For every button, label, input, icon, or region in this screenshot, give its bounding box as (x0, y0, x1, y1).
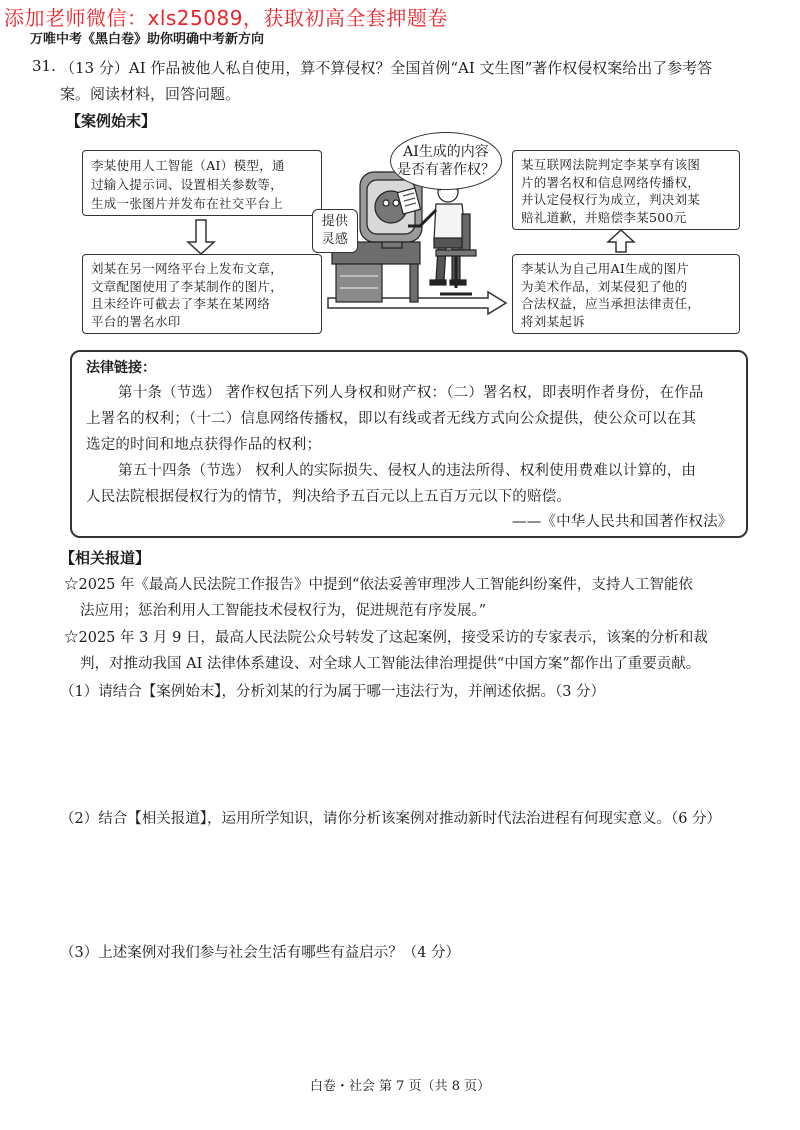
bubble-line: AI生成的内容 (403, 144, 489, 160)
case-box-line: 为美术作品，刘某侵犯了他的 (521, 278, 688, 294)
question-stem-line-1: （13 分）AI 作品被他人私自使用，算不算侵权？全国首例“AI 文生图”著作权侵权案给出了参考答 (60, 59, 713, 77)
case-box-line: 赔礼道歉，并赔偿李某500元 (521, 209, 687, 225)
case-box-line: 刘某在另一网络平台上发布文章， (91, 261, 284, 276)
case-box-line: 生成一张图片并发布在社交平台上 (91, 196, 284, 211)
question-number: 31. (32, 57, 56, 75)
inspire-line: 提供 (321, 214, 349, 229)
case-box-line: 且未经许可截去了李某在某网络 (91, 296, 271, 311)
subquestion-2: （2）结合【相关报道】，运用所学知识，请你分析该案例对推动新时代法治进程有何现实意义。（6 分） (60, 811, 722, 827)
subquestion-3: （3）上述案例对我们参与社会生活有哪些有益启示？（4 分） (60, 945, 461, 961)
report-line: ☆2025 年 3 月 9 日，最高人民法院公众号转发了这起案例，接受采访的专家表示，该案的分析和裁 (64, 630, 708, 646)
question-stem-line-2: 案。阅读材料，回答问题。 (60, 85, 241, 103)
case-heading: 【案例始末】 (66, 112, 157, 130)
law-link-title: 法律链接： (86, 360, 156, 376)
law-line: 选定的时间和地点获得作品的权利； (86, 437, 322, 453)
report-line: 判，对推动我国 AI 法律体系建设、对全球人工智能法律治理提供“中国方案”都作出了重要贡献。 (80, 656, 701, 672)
case-box-line: 平台的署名水印 (91, 313, 181, 329)
law-source: ——《中华人民共和国著作权法》 (512, 514, 733, 530)
law-line: 第十条（节选） 著作权包括下列人身权和财产权：（二）署名权，即表明作者身份，在作品 (118, 385, 704, 401)
up-arrow-icon (608, 230, 634, 252)
subquestion-1: （1）请结合【案例始末】，分析刘某的行为属于哪一违法行为，并阐述依据。（3 分） (60, 684, 606, 700)
case-box-line: 片的署名权和信息网络传播权， (521, 174, 701, 190)
inspire-label (312, 209, 358, 253)
case-box-line: 过输入提示词、设置相关参数等， (91, 177, 284, 192)
case-box-line: 文章配图使用了李某制作的图片， (91, 278, 284, 294)
case-box-line: 将刘某起诉 (521, 313, 586, 329)
law-line: 上署名的权利；（十二）信息网络传播权，即以有线或者无线方式向公众提供，使公众可以在其 (86, 411, 697, 427)
slogan-text: 万唯中考《黑白卷》助你明确中考新方向 (30, 32, 265, 47)
down-arrow-icon (188, 220, 214, 254)
bubble-line: 是否有著作权？ (397, 162, 495, 178)
report-line: ☆2025 年《最高人民法院工作报告》中提到“依法妥善审理涉人工智能纠纷案件，支持人工智能依 (64, 577, 693, 593)
law-line: 第五十四条（节选） 权利人的实际损失、侵权人的违法所得、权利使用费难以计算的，由 (118, 463, 697, 479)
inspire-line: 灵感 (321, 232, 349, 247)
law-line: 人民法院根据侵权行为的情节，判决给予五百元以上五百万元以下的赔偿。 (86, 489, 572, 505)
case-box-line: 并认定侵权行为成立，判决刘某 (521, 192, 701, 207)
question-speech-bubble (390, 132, 502, 190)
case-box-line: 李某使用人工智能（AI）模型，通 (91, 158, 285, 173)
reports-heading: 【相关报道】 (60, 549, 151, 567)
report-line: 法应用；惩治利用人工智能技术侵权行为，促进规范有序发展。” (80, 603, 487, 619)
case-box-line: 李某认为自己用AI生成的图片 (521, 261, 690, 276)
page-footer: 白卷・社会 第 7 页（共 8 页） (309, 1079, 491, 1094)
case-box-line: 某互联网法院判定李某享有该图 (521, 157, 701, 172)
case-box-line: 合法权益，应当承担法律责任， (521, 296, 701, 311)
watermark-text: 添加老师微信：xls25089，获取初高全套押题卷 (4, 6, 448, 30)
